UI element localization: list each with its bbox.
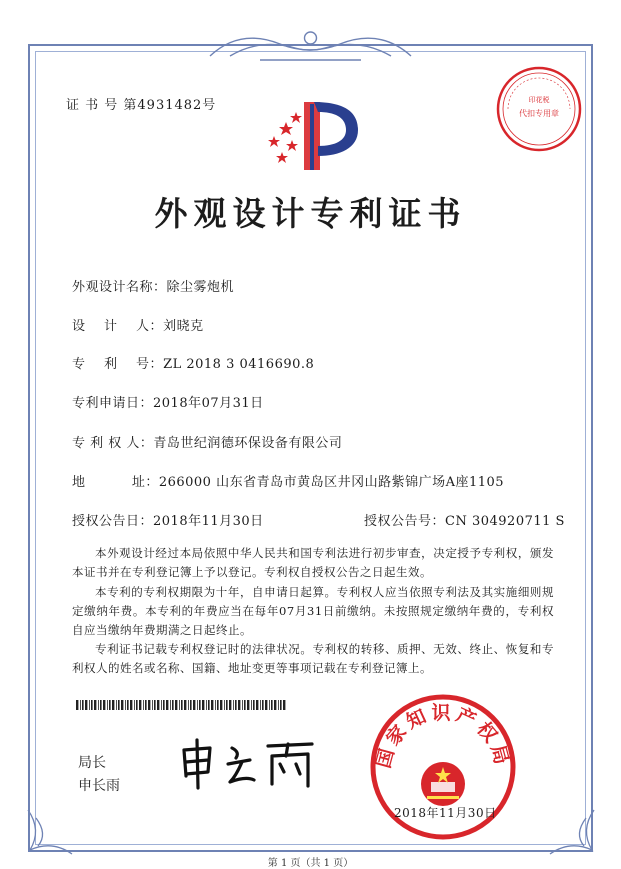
patentee-label: 专 利 权 人： xyxy=(72,436,154,451)
corner-ornament-br xyxy=(540,800,600,860)
grant-number-label: 授权公告号： xyxy=(364,514,446,529)
address-label: 地 址： xyxy=(72,475,159,490)
design-name-row xyxy=(72,276,234,295)
address-row xyxy=(72,471,504,490)
paragraph-grant: 本外观设计经过本局依照中华人民共和国专利法进行初步审查，决定授予专利权，颁发本证书并在专利登记簿上予以登记。专利权自授权公告之日起生效。 xyxy=(72,546,554,579)
filing-date-row xyxy=(72,392,264,411)
director-name: 申长雨 xyxy=(78,778,120,794)
page-number: 第 1 页（共 1 页） xyxy=(267,858,354,869)
top-ornament xyxy=(200,26,421,66)
design-name-label: 外观设计名称： xyxy=(72,280,167,295)
patent-office-logo-icon xyxy=(262,96,362,174)
tax-stamp xyxy=(494,64,584,154)
director-signature xyxy=(176,736,326,792)
corner-ornament-bl xyxy=(22,800,82,860)
patentee-value: 青岛世纪润德环保设备有限公司 xyxy=(153,436,343,451)
paragraph-term: 本专利的专利权期限为十年，自申请日起算。专利权人应当依照专利法及其实施细则规定缴纳年费。本专利的年费应当在每年07月31日前缴纳。未按照规定缴纳年费的，专利权自应当缴纳年费期满之日起终止。 xyxy=(72,585,554,637)
grant-date-label: 授权公告日： xyxy=(72,514,154,529)
certificate-number: 证 书 号 第4931482号 xyxy=(66,98,217,113)
tax-stamp-text: 代扣专用章 xyxy=(519,109,559,118)
patent-number-value: ZL 2018 3 0416690.8 xyxy=(163,357,315,372)
barcode xyxy=(76,700,286,710)
filing-date-value: 2018年07月31日 xyxy=(153,396,264,411)
svg-text:国家知识产权局 xyxy=(372,701,513,771)
designer-row xyxy=(72,315,204,334)
grant-number-value: CN 304920711 S xyxy=(445,514,565,529)
address-value: 266000 山东省青岛市黄岛区井冈山路紫锦广场A座1105 xyxy=(158,475,505,490)
grant-number-row xyxy=(364,510,565,529)
svg-text:印花税: 印花税 xyxy=(528,96,550,104)
filing-date-label: 专利申请日： xyxy=(72,396,154,411)
grant-date-row xyxy=(72,510,264,529)
patentee-row xyxy=(72,432,342,451)
grant-date-value: 2018年11月30日 xyxy=(153,514,264,529)
patent-number-label: 专 利 号： xyxy=(72,357,164,372)
designer-value: 刘晓克 xyxy=(163,319,204,334)
designer-label: 设 计 人： xyxy=(72,319,164,334)
director-title: 局长 xyxy=(78,755,106,771)
patent-number-row xyxy=(72,353,314,372)
seal-date: 2018年11月30日 xyxy=(394,806,497,820)
paragraph-status: 专利证书记载专利权登记时的法律状况。专利权的转移、质押、无效、终止、恢复和专利权人的姓名或名称、国籍、地址变更等事项记载在专利登记簿上。 xyxy=(72,642,554,675)
certificate-title: 外观设计专利证书 xyxy=(154,194,467,233)
design-name-value: 除尘雾炮机 xyxy=(166,280,235,295)
seal-text: 国家知识产权局 xyxy=(372,702,514,771)
